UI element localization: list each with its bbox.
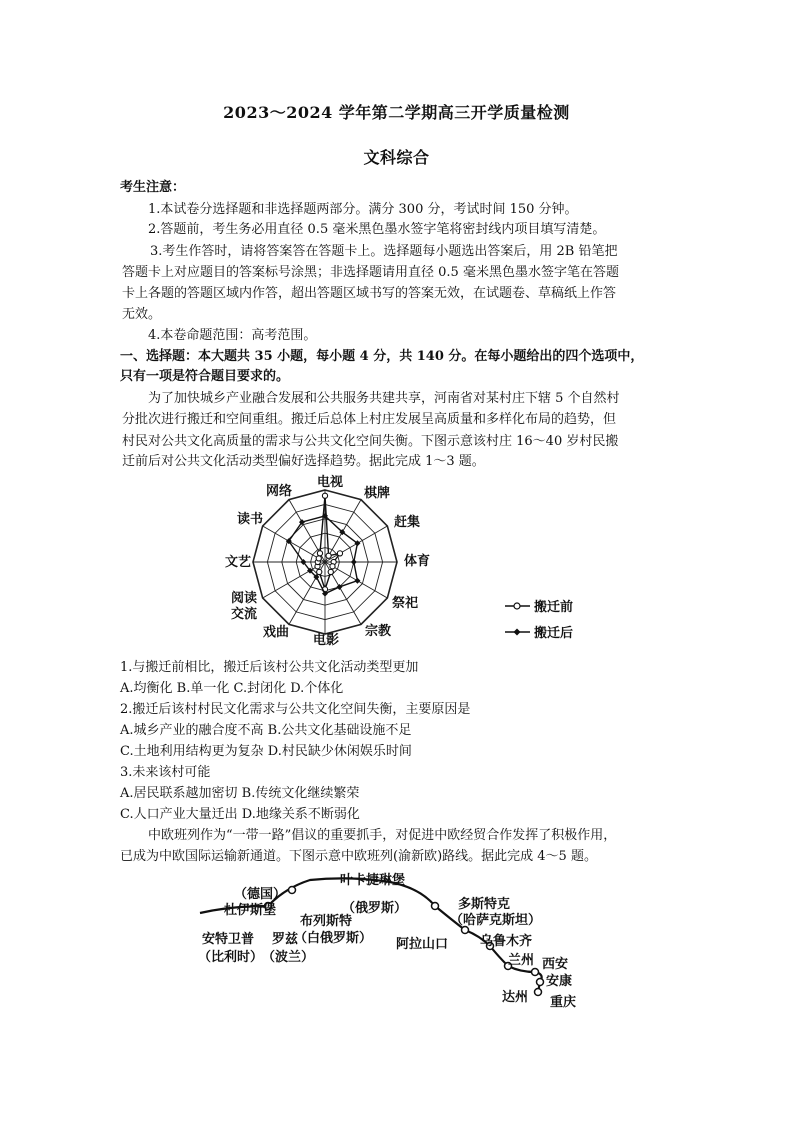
station-ankang (537, 979, 544, 986)
radar-label-arts: 文艺 (225, 555, 252, 570)
radar-label-market: 赶集 (394, 515, 421, 530)
notice-line-3: 3.考生作答时，请将答案答在答题卡上。选择题每小题选出答案后，用 2B 铅笔把 (150, 244, 618, 259)
radar-point-0-7 (317, 569, 322, 574)
notice-line-1: 1.本试卷分选择题和非选择题两部分。满分 300 分，考试时间 150 分钟。 (148, 202, 578, 217)
notice-line-2: 2.答题前，考生务必用直径 0.5 毫米黑色墨水签字笔将密封线内项目填写清楚。 (148, 222, 606, 237)
label-alashankou: 阿拉山口 (396, 937, 449, 952)
passage1-line-2: 分批次进行搬迁和空间重组。搬迁后总体上村庄发展呈高质量和多样化布局的趋势，但 (122, 412, 617, 427)
legend-label-after: 搬迁后 (534, 626, 574, 641)
question-1: 1.与搬迁前相比，搬迁后该村公共文化活动类型更加 (120, 660, 419, 675)
radar-series (286, 493, 361, 597)
question-1-options: A.均衡化 B.单一化 C.封闭化 D.个体化 (120, 681, 344, 696)
label-germany: （德国） (234, 887, 287, 902)
legend-marker-after (514, 629, 521, 636)
radar-label-tv: 电视 (317, 475, 344, 490)
question-2-options-cd: C.土地利用结构更为复杂 D.村民缺少休闲娱乐时间 (120, 744, 412, 759)
label-duisburg: 杜伊斯堡 (224, 903, 277, 918)
label-chongqing: 重庆 (550, 995, 577, 1010)
question-3-options-cd: C.人口产业大量迁出 D.地缘关系不断弱化 (120, 807, 360, 822)
label-russia: （俄罗斯） (342, 901, 408, 916)
label-dazhou: 达州 (502, 990, 529, 1005)
legend-marker-before (514, 603, 520, 609)
radar-label-internet: 网络 (266, 484, 293, 499)
passage1-line-3: 村民对公共文化高质量的需求与公共文化空间失衡。下图示意该村庄 16～40 岁村民搬 (122, 434, 619, 449)
passage1-line-1: 为了加快城乡产业融合发展和公共服务共建共享，河南省对某村庄下辖 5 个自然村 (148, 391, 620, 406)
station-chongqing (535, 989, 542, 996)
radar-label-religion: 宗教 (365, 624, 392, 639)
radar-label-ritual: 祭祀 (392, 596, 419, 611)
label-lanzhou: 兰州 (508, 953, 535, 968)
label-dostyk: 多斯特克 (458, 897, 511, 912)
label-brest: 布列斯特 (300, 914, 353, 929)
radar-label-sports: 体育 (404, 554, 431, 569)
radar-label-opera: 戏曲 (263, 625, 290, 640)
radar-point-0-10 (316, 556, 321, 561)
radar-point-0-1 (326, 553, 331, 558)
station-lodz (289, 887, 296, 894)
radar-point-0-0 (322, 493, 327, 498)
question-3-options-ab: A.居民联系越加密切 B.传统文化继续繁荣 (120, 786, 360, 801)
radar-label-reading: 阅读 (231, 591, 258, 606)
radar-label-books: 读书 (237, 512, 264, 527)
label-urumqi: 乌鲁木齐 (480, 934, 533, 949)
label-poland: （波兰） (262, 950, 315, 965)
label-yekaterinburg: 叶卡捷琳堡 (340, 873, 406, 888)
radar-point-1-4 (354, 578, 360, 584)
radar-point-0-2 (337, 551, 342, 556)
label-kazakhstan: （哈萨克斯坦） (450, 913, 542, 928)
radar-point-0-4 (330, 564, 335, 569)
notice-line-5: 卡上各题的答题区域内作答，超出答题区域书写的答案无效，在试题卷、草稿纸上作答 (122, 286, 617, 301)
label-ankang: 安康 (546, 974, 573, 989)
legend-label-before: 搬迁前 (534, 600, 574, 615)
passage2-line-2: 已成为中欧国际运输新通道。下图示意中欧班列(渝新欧)路线。据此完成 4～5 题。 (120, 849, 597, 864)
label-xian: 西安 (542, 957, 569, 972)
exam-subtitle: 文科综合 (363, 148, 430, 167)
radar-label-cards: 棋牌 (364, 486, 391, 501)
label-lodz: 罗兹 (272, 932, 299, 947)
radar-point-1-3 (351, 559, 357, 565)
question-2-options-ab: A.城乡产业的融合度不高 B.公共文化基础设施不足 (120, 723, 412, 738)
passage2-line-1: 中欧班列作为“一带一路”倡议的重要抓手，对促进中欧经贸合作发挥了积极作用， (148, 828, 617, 843)
question-2: 2.搬迁后该村村民文化需求与公共文化空间失衡，主要原因是 (120, 702, 471, 717)
radar-point-0-5 (328, 569, 333, 574)
station-dostyk (432, 903, 439, 910)
radar-label-movie: 电影 (313, 633, 340, 648)
section-heading-line-2: 只有一项是符合题目要求的。 (120, 369, 290, 384)
label-antwerp: 安特卫普 (202, 932, 255, 947)
exam-title: 2023～2024 学年第二学期高三开学质量检测 (223, 103, 570, 122)
section-heading-line-1: 一、选择题：本大题共 35 小题，每小题 4 分，共 140 分。在每小题给出的四个选项中， (120, 349, 644, 364)
radar-label-exchange: 交流 (231, 607, 258, 622)
notice-line-7: 4.本卷命题范围：高考范围。 (148, 328, 317, 343)
radar-chart (200, 470, 620, 650)
route-map (190, 868, 610, 1018)
station-xian (532, 969, 539, 976)
label-belarus: （白俄罗斯） (294, 931, 373, 946)
notice-line-6: 无效。 (122, 307, 162, 322)
radar-legend (505, 599, 573, 641)
notice-heading: 考生注意： (120, 180, 186, 195)
passage1-line-4: 迁前后对公共文化活动类型偏好选择趋势。据此完成 1～3 题。 (122, 454, 485, 469)
radar-point-0-11 (317, 551, 322, 556)
question-3: 3.未来该村可能 (120, 765, 211, 780)
notice-line-4: 答题卡上对应题目的答案标号涂黑；非选择题请用直径 0.5 毫米黑色墨水签字笔在答题 (122, 265, 619, 280)
label-belgium: （比利时） (198, 950, 264, 965)
radar-grid (253, 490, 397, 634)
